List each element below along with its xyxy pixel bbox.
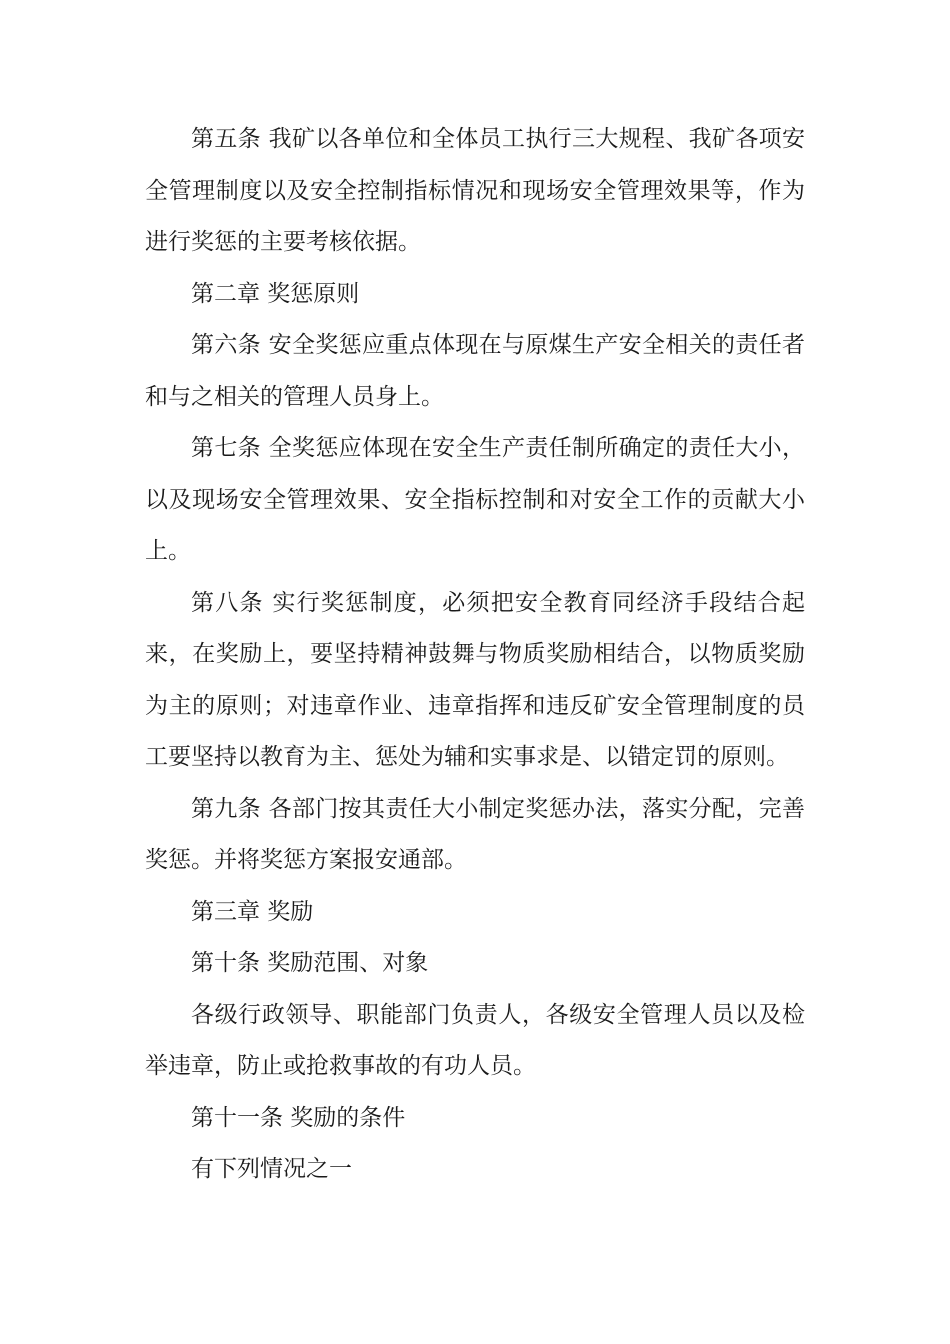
article-10-heading: 第十条 奖励范围、对象: [191, 950, 429, 976]
paragraph-reward-scope: 各级行政领导、职能部门负责人，各级安全管理人员以及检举违章，防止或抢救事故的有功人员。: [145, 1001, 805, 1079]
article-11-heading: 第十一条 奖励的条件: [191, 1104, 406, 1131]
paragraph-conditions-intro: 有下列情况之一: [191, 1156, 352, 1182]
paragraph-article-5: 第五条 我矿以各单位和全体员工执行三大规程、我矿各项安全管理制度以及安全控制指标情况和现场安全管理效果等，作为进行奖惩的主要考核依据。: [145, 126, 805, 255]
paragraph-article-8: 第八条 实行奖惩制度，必须把安全教育同经济手段结合起来，在奖励上，要坚持精神鼓舞与物质奖励相结合，以物质奖励为主的原则；对违章作业、违章指挥和违反矿安全管理制度的员工要坚持以教育为主、惩处为辅和实事求是、以错定罚的原则。: [145, 589, 805, 770]
paragraph-article-9: 第九条 各部门按其责任大小制定奖惩办法，落实分配，完善奖惩。并将奖惩方案报安通部。: [145, 795, 805, 873]
paragraph-article-7: 第七条 全奖惩应体现在安全生产责任制所确定的责任大小，以及现场安全管理效果、安全指标控制和对安全工作的贡献大小上。: [145, 435, 805, 564]
paragraph-article-6: 第六条 安全奖惩应重点体现在与原煤生产安全相关的责任者和与之相关的管理人员身上。: [145, 332, 805, 410]
document-body: [145, 114, 805, 1196]
chapter-heading-3: 第三章 奖励: [191, 898, 314, 925]
chapter-heading-2: 第二章 奖惩原则: [191, 280, 360, 307]
